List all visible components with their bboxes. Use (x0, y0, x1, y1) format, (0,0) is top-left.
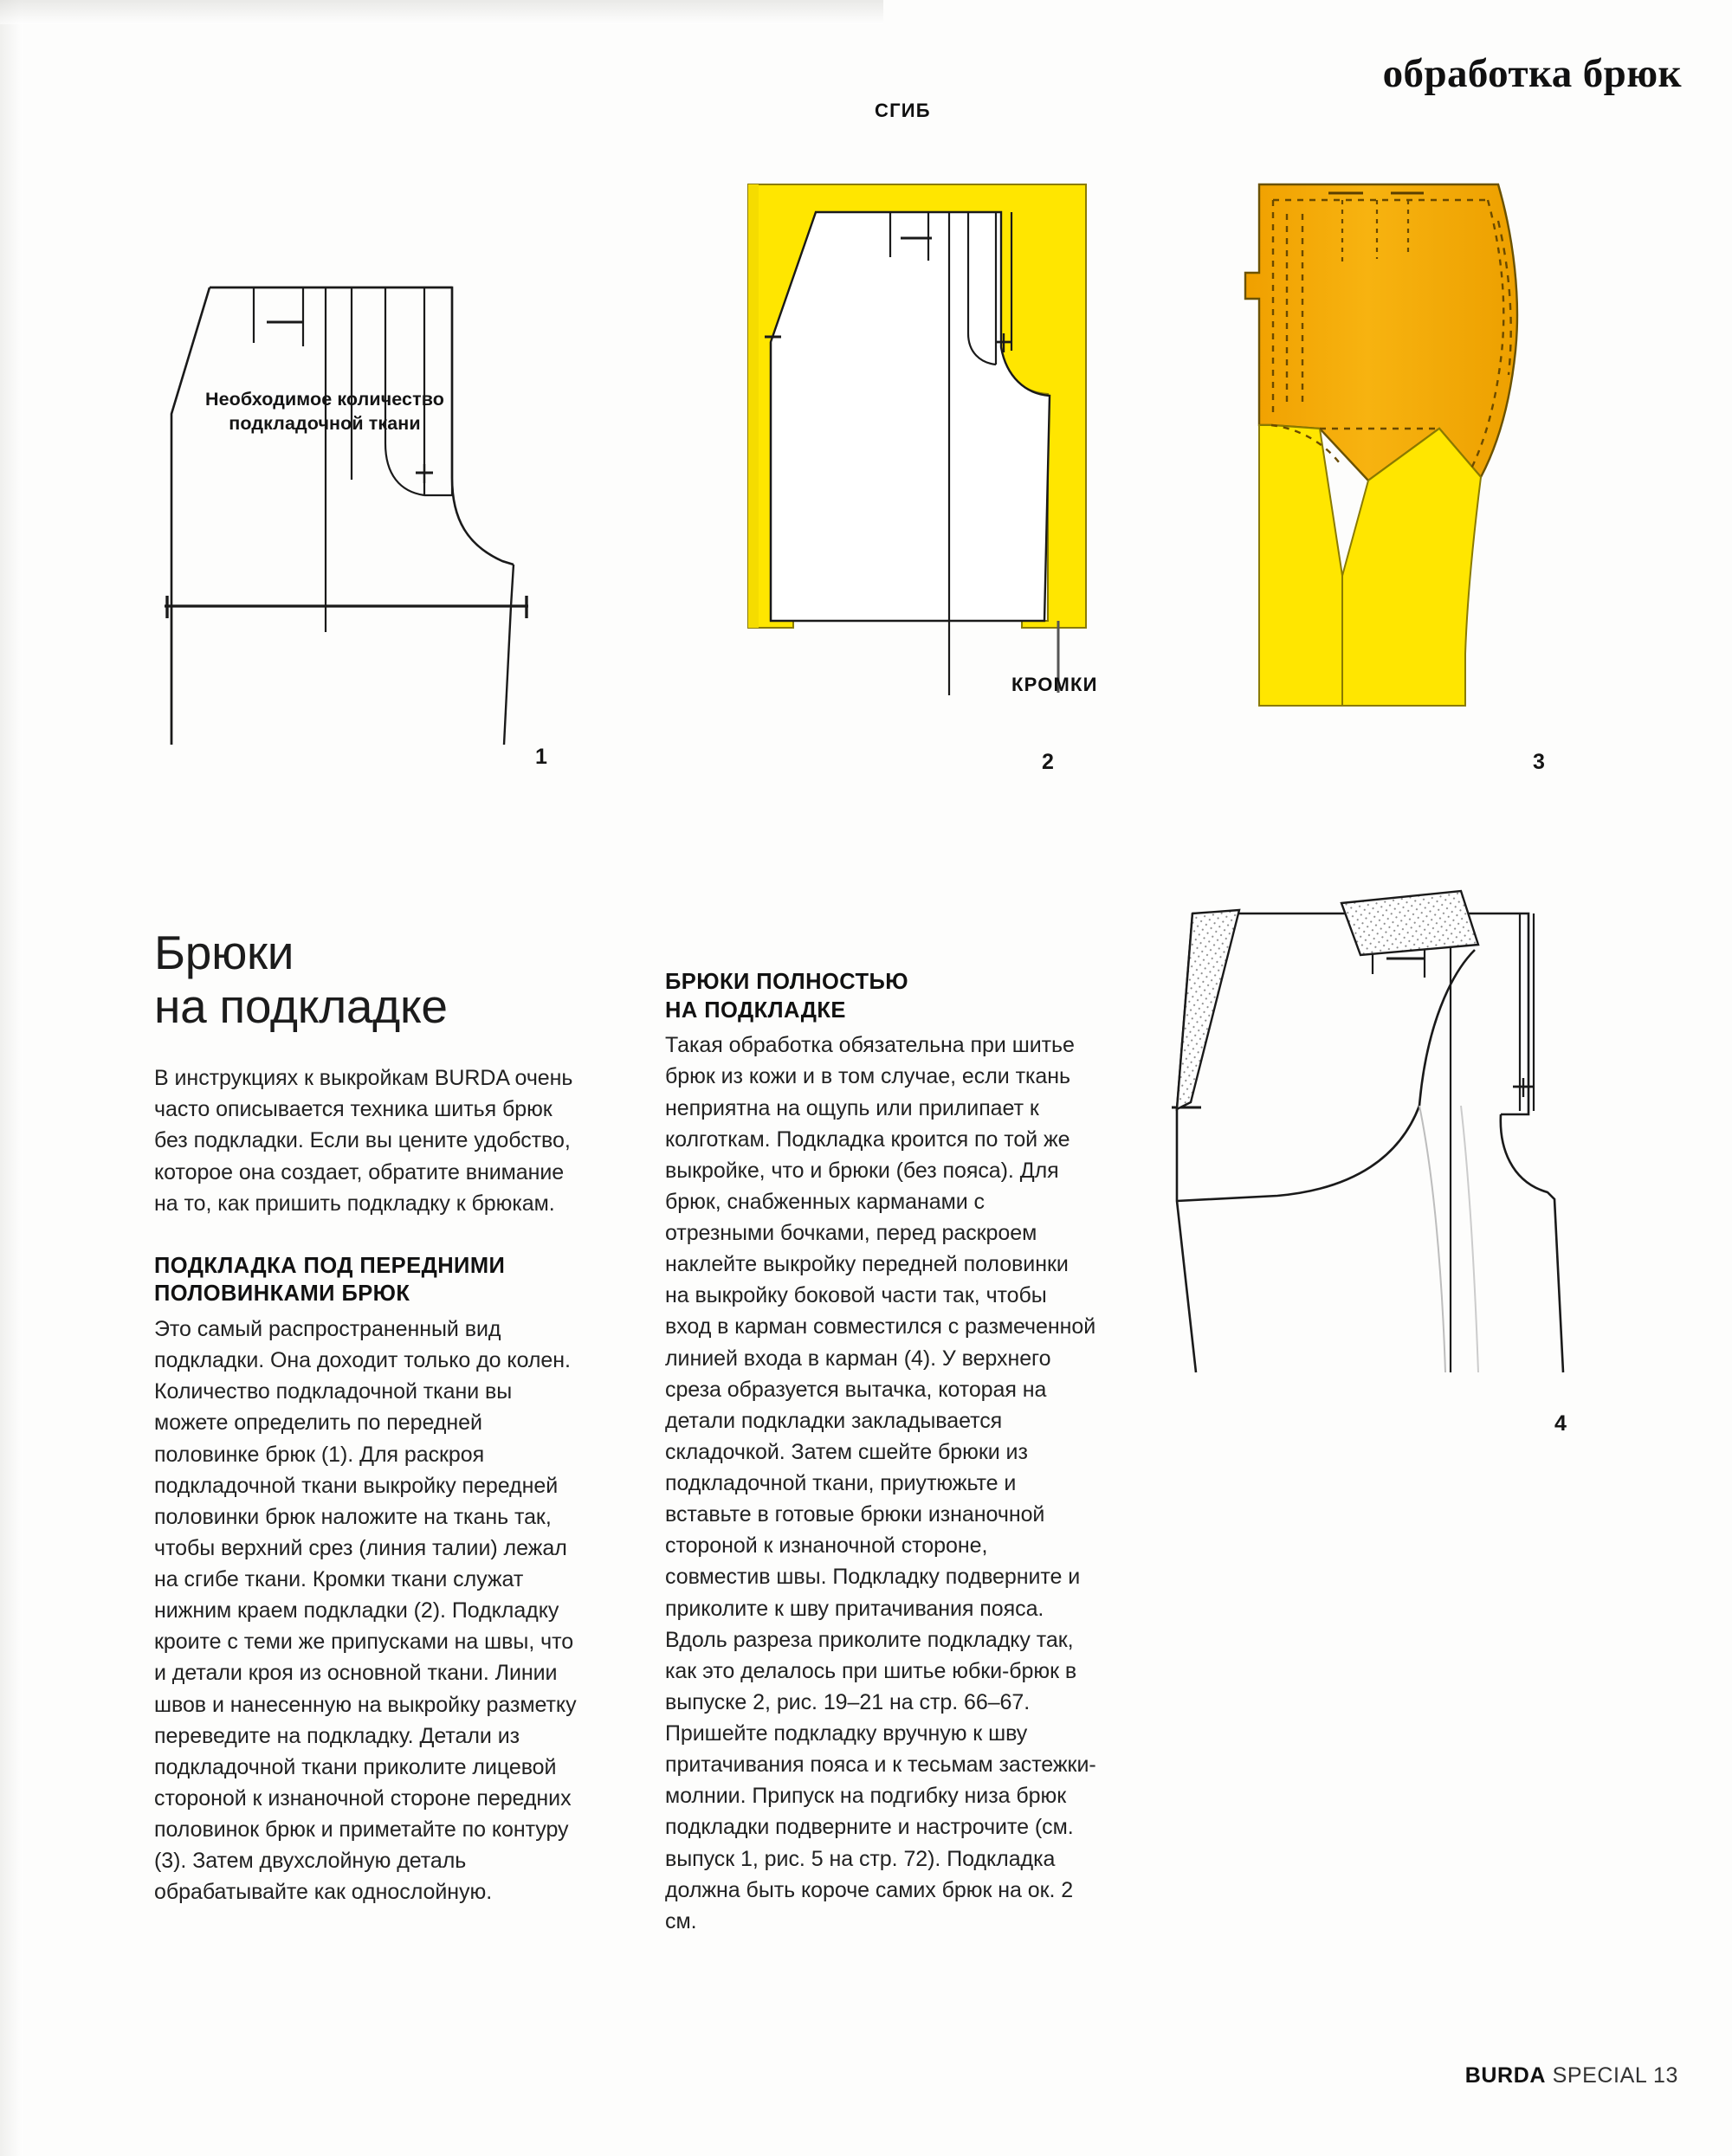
running-head: обработка брюк (1382, 51, 1682, 96)
page-title-line-1: Брюки (154, 926, 294, 979)
figure-2-number: 2 (1042, 750, 1054, 774)
right-subheading-line-2: НА ПОДКЛАДКЕ (665, 997, 846, 1023)
figure-4-number: 4 (1554, 1411, 1567, 1436)
figure-3-drawing (1238, 169, 1585, 732)
left-subheading (154, 1252, 587, 1308)
scan-edge-shadow-left (0, 0, 23, 2156)
intro-paragraph: В инструкциях к выкройкам BURDA очень часто описывается техника шитья брюк без подкладки. Если вы цените удобство, которое она создает, обратите внимание на то, как пришить подкладку к брюкам. (154, 1066, 573, 1216)
figure-1 (165, 260, 598, 745)
figure-4-drawing (1156, 888, 1589, 1390)
footer-issue: SPECIAL 13 (1552, 2063, 1678, 2088)
figure-1-caption (152, 388, 498, 436)
figure-2-label-selvedge: КРОМКИ (1011, 674, 1098, 695)
right-column (665, 968, 1098, 1937)
figure-3 (1238, 169, 1585, 732)
right-body-paragraph: Такая обработка обязательна при шитье брюк из кожи и в том случае, если ткань неприятна на ощупь или прилипает к колготкам. Подкладка кроится по той же выкройке, что и брюки (без пояса). Для брюк, снабженных карманами с отрезными бочками, перед раскроем наклейте выкройку передней половинки на выкройку боковой части так, чтобы вход в карман совместился с размеченной линией входа в карман (4). У верхнего среза образуется вытачка, которая на детали подкладки закладывается складочкой. Затем сшейте брюки из подкладочной ткани, приутюжьте и вставьте в готовые брюки изнаночной стороной к изнаночной стороне, совместив швы. Подкладку подверните и приколите к шву притачивания пояса. Вдоль разреза приколите подкладку так, как это делалось при шитье юбки-брюк в выпуске 2, рис. 19–21 на стр. 66–67. Пришейте подкладку вручную к шву притачивания пояса и к тесьмам застежки-молнии. Припуск на подгибку низа брюк подкладки подверните и настрочите (см. выпуск 1, рис. 5 на стр. 72). Подкладка должна быть короче самих брюк на ок. 2 см. (665, 1033, 1096, 1933)
figure-4 (1156, 888, 1589, 1390)
figure-2-drawing (736, 178, 1100, 697)
left-subheading-line-2: ПОЛОВИНКАМИ БРЮК (154, 1281, 410, 1307)
right-subheading (665, 968, 1098, 1024)
figure-1-drawing (165, 260, 598, 745)
footer-brand: BURDA (1464, 2063, 1547, 2088)
figure-2-label-fold: СГИБ (875, 100, 931, 121)
scan-edge-shadow-top (0, 0, 883, 24)
page-title (154, 926, 587, 1033)
figure-1-caption-line-1: Необходимое количество (204, 389, 445, 410)
figure-1-number: 1 (535, 745, 547, 769)
page-footer (1465, 2063, 1678, 2088)
left-body-paragraph: Это самый распространенный вид подкладки. Она доходит только до колен. Количество подкладочной ткани вы можете определить по передней половинке брюк (1). Для раскроя подкладочной ткани выкройку передней половинки брюк наложите на ткань так, чтобы верхний срез (линия талии) лежал на сгибе ткани. Кромки ткани служат нижним краем подкладки (2). Подкладку кроите с теми же припусками на швы, что и детали кроя из основной ткани. Линии швов и нанесенную на выкройку разметку переведите на подкладку. Детали из подкладочной ткани приколите лицевой стороной к изнаночной стороне передних половинок брюк и приметайте по контуру (3). Затем двухслойную деталь обрабатывайте как однослойную. (154, 1317, 577, 1905)
figure-1-caption-line-2: подкладочной ткани (229, 412, 421, 434)
figure-3-number: 3 (1533, 750, 1545, 774)
left-subheading-line-1: ПОДКЛАДКА ПОД ПЕРЕДНИМИ (154, 1253, 506, 1278)
right-subheading-line-1: БРЮКИ ПОЛНОСТЬЮ (665, 970, 909, 994)
left-column (154, 926, 587, 1907)
figure-2 (736, 100, 1100, 697)
page-title-line-2: на подкладке (154, 978, 448, 1033)
